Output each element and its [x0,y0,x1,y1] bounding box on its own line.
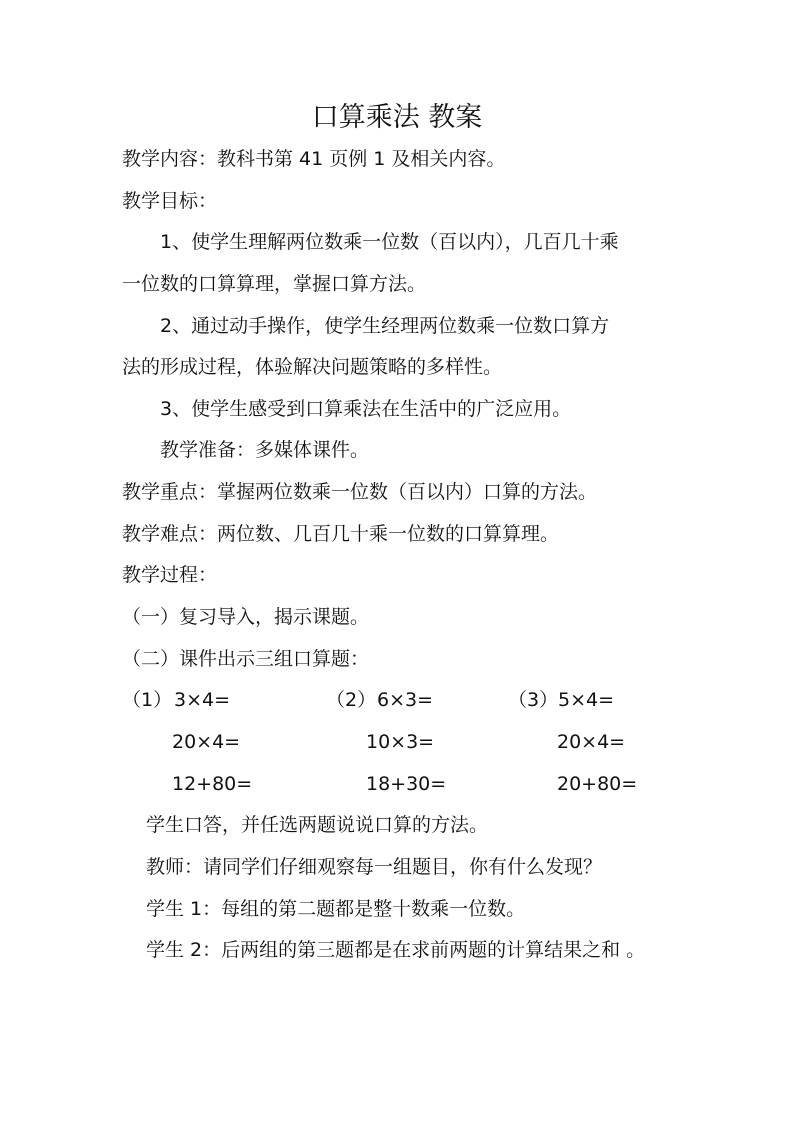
process-heading: 教学过程： [122,564,218,586]
group-3-problem-1: 5×4= [558,689,615,711]
group-2-problem-2: 10×3= [366,731,435,753]
objectives-heading: 教学目标： [122,190,218,212]
group-1-problem-1: 3×4= [174,689,231,711]
group-3-problem-2: 20×4= [557,731,626,753]
difficult-point: 教学难点：两位数、几百几十乘一位数的口算算理。 [122,523,560,545]
step-1: （一）复习导入，揭示课题。 [122,606,370,628]
objective-1-line-1: 1、使学生理解两位数乘一位数（百以内），几百几十乘 [160,231,619,253]
group-2-problem-3: 18+30= [366,773,447,795]
objective-2-line-2: 法的形成过程，体验解决问题策略的多样性。 [122,356,503,378]
group-1-label: （1） [122,689,173,711]
teaching-preparation: 教学准备：多媒体课件。 [160,439,370,461]
group-1-problem-3: 12+80= [172,773,253,795]
dialogue-line-1: 学生口答，并任选两题说说口算的方法。 [146,814,489,836]
group-3-label: （3） [508,689,559,711]
dialogue-line-2: 教师：请同学们仔细观察每一组题目，你有什么发现？ [146,856,603,878]
objective-1-line-2: 一位数的口算算理，掌握口算方法。 [122,273,427,295]
group-2-label: （2） [326,689,377,711]
dialogue-line-3: 学生 1：每组的第二题都是整十数乘一位数。 [146,898,526,920]
group-3-problem-3: 20+80= [557,773,638,795]
objective-3: 3、使学生感受到口算乘法在生活中的广泛应用。 [160,398,572,420]
group-2-problem-1: 6×3= [377,689,434,711]
step-2: （二）课件出示三组口算题： [122,648,370,670]
key-point: 教学重点：掌握两位数乘一位数（百以内）口算的方法。 [122,481,598,503]
group-1-problem-2: 20×4= [172,731,241,753]
dialogue-line-4: 学生 2：后两组的第三题都是在求前两题的计算结果之和 。 [146,939,646,961]
objective-2-line-1: 2、通过动手操作，使学生经理两位数乘一位数口算方 [160,315,610,337]
teaching-content: 教学内容：教科书第 41 页例 1 及相关内容。 [122,148,506,170]
document-title: 口算乘法 教案 [311,102,483,133]
